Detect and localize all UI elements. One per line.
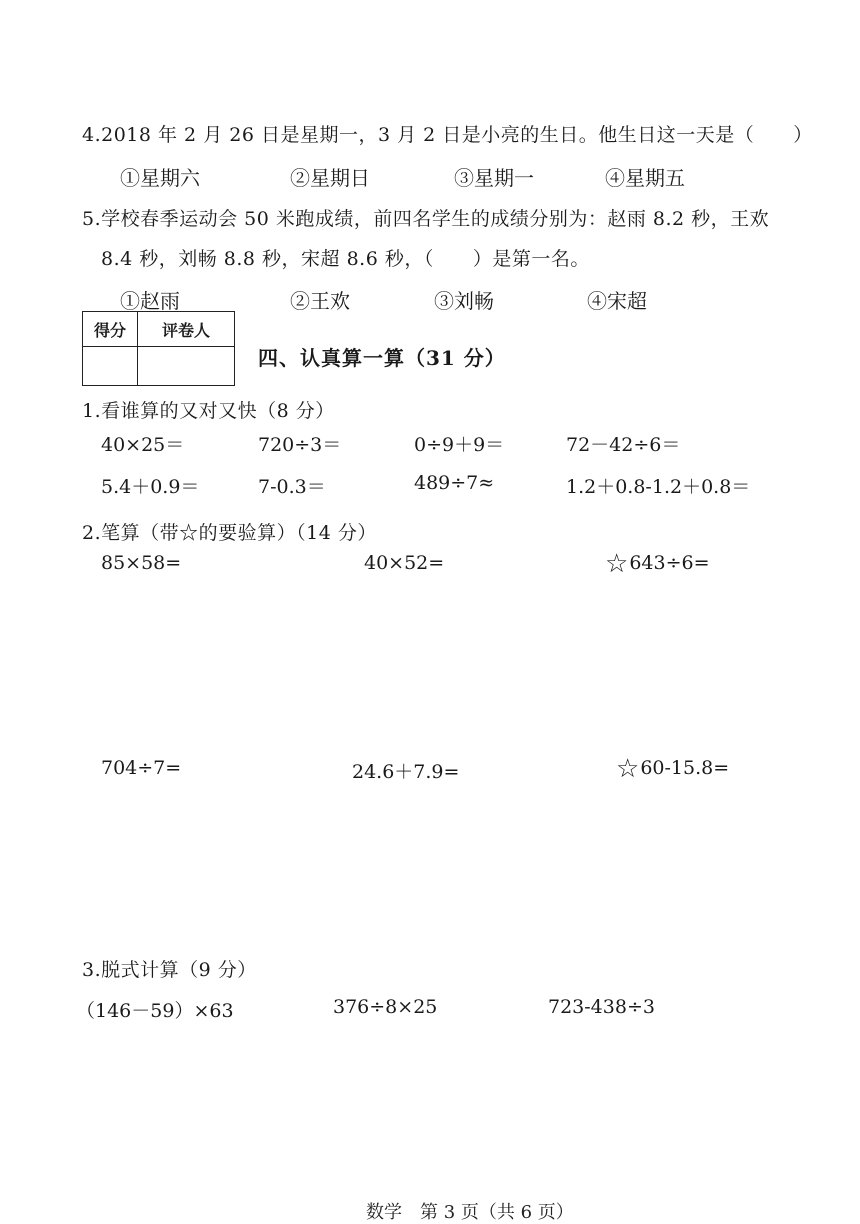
oral-calc-item: 72－42÷6＝: [566, 434, 681, 456]
q5-option-1: ①赵雨: [120, 289, 180, 313]
grader-cell[interactable]: [138, 347, 235, 386]
question-5-line1: 5.学校春季运动会 50 米跑成绩，前四名学生的成绩分别为：赵雨 8.2 秒，王欢: [82, 208, 770, 230]
q4-option-1: ①星期六: [120, 166, 200, 190]
star-icon: ☆: [605, 549, 629, 579]
q4-option-3: ③星期一: [454, 166, 534, 190]
question-5-line2: 8.4 秒，刘畅 8.8 秒，宋超 8.6 秒，（ ）是第一名。: [101, 248, 590, 270]
oral-calc-item: 40×25＝: [101, 434, 185, 456]
grader-label: 评卷人: [138, 312, 235, 347]
written-calc-expression: 643÷6=: [629, 552, 710, 574]
oral-calc-item: 489÷7≈: [414, 472, 495, 494]
part-3-title: 3.脱式计算（9 分）: [82, 959, 257, 981]
written-calc-item: 704÷7=: [101, 757, 182, 779]
score-box: [82, 311, 235, 386]
q5-option-4: ④宋超: [587, 289, 647, 313]
part-2-title: 2.笔算（带☆的要验算）（14 分）: [82, 522, 377, 544]
written-calc-item-starred: [605, 549, 710, 579]
score-label: 得分: [83, 312, 138, 347]
oral-calc-item: 1.2＋0.8-1.2＋0.8＝: [566, 476, 751, 498]
oral-calc-item: 5.4＋0.9＝: [101, 476, 200, 498]
written-calc-item: 40×52=: [364, 552, 445, 574]
step-calc-item: （146－59）×63: [76, 1000, 234, 1022]
written-calc-expression: 60-15.8=: [640, 757, 730, 779]
part-1-title: 1.看谁算的又对又快（8 分）: [82, 400, 335, 422]
oral-calc-item: 720÷3＝: [258, 434, 342, 456]
oral-calc-item: 0÷9＋9＝: [414, 434, 505, 456]
step-calc-item: 723-438÷3: [548, 996, 655, 1018]
star-icon: ☆: [616, 754, 640, 784]
q4-option-2: ②星期日: [290, 166, 370, 190]
q5-option-2: ②王欢: [290, 289, 350, 313]
score-cell[interactable]: [83, 347, 138, 386]
written-calc-item-starred: [616, 754, 730, 784]
written-calc-item: 24.6＋7.9=: [352, 761, 460, 783]
page-footer: 数学 第 3 页（共 6 页）: [366, 1202, 574, 1223]
q4-option-4: ④星期五: [605, 166, 685, 190]
step-calc-item: 376÷8×25: [333, 996, 438, 1018]
question-4-stem: 4.2018 年 2 月 26 日是星期一，3 月 2 日是小亮的生日。他生日这一天是（ ）: [82, 124, 813, 146]
oral-calc-item: 7-0.3＝: [258, 476, 326, 498]
q5-option-3: ③刘畅: [434, 289, 494, 313]
section-4-title: 四、认真算一算（31 分）: [258, 346, 506, 370]
written-calc-item: 85×58=: [101, 552, 182, 574]
